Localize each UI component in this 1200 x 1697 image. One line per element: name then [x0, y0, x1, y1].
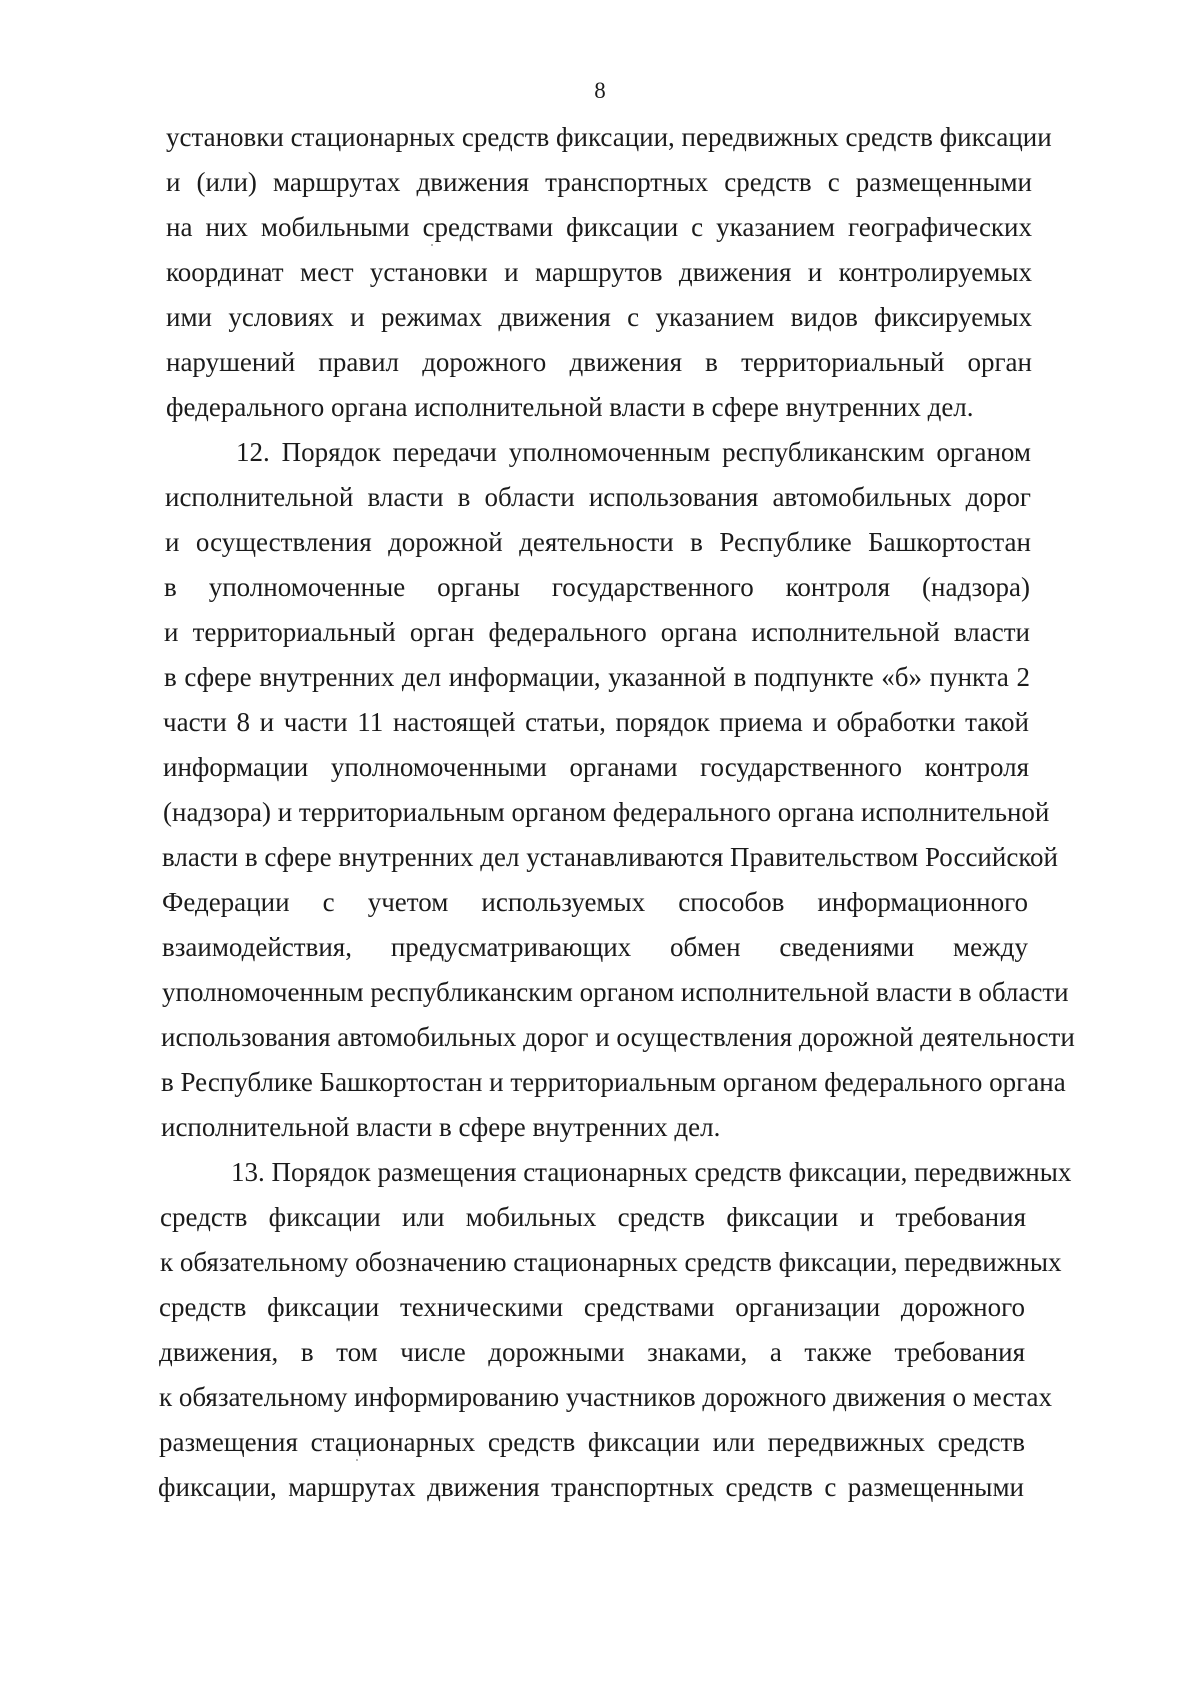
text-line: к обязательному обозначению стационарных средств фиксации, передвижных: [160, 1247, 1062, 1277]
text-line: и территориальный орган федерального органа исполнительной власти: [164, 617, 1030, 647]
text-line: информации уполномоченными органами государственного контроля: [163, 752, 1029, 782]
text-line: в уполномоченные органы государственного контроля (надзора): [164, 572, 1030, 602]
text-line: установки стационарных средств фиксации, передвижных средств фиксации: [166, 122, 1052, 152]
page-number: 8: [594, 78, 606, 103]
text-line: Федерации с учетом используемых способов информационного: [162, 887, 1028, 917]
text-line: координат мест установки и маршрутов движения и контролируемых: [166, 257, 1032, 287]
text-line: ими условиях и режимах движения с указанием видов фиксируемых: [166, 302, 1032, 332]
text-line: размещения стационарных средств фиксации или передвижных средств: [159, 1427, 1025, 1457]
text-line: федерального органа исполнительной власти в сфере внутренних дел.: [166, 392, 974, 422]
text-line: власти в сфере внутренних дел устанавливаются Правительством Российской: [162, 842, 1059, 872]
text-line: и (или) маршрутах движения транспортных средств с размещенными: [166, 167, 1032, 197]
text-line: фиксации, маршрутах движения транспортных средств с размещенными: [158, 1472, 1024, 1502]
text-line: исполнительной власти в области использования автомобильных дорог: [165, 482, 1031, 512]
text-line: к обязательному информированию участников дорожного движения о местах: [159, 1382, 1053, 1412]
scan-mark: [356, 1459, 358, 1461]
text-line: исполнительной власти в сфере внутренних дел.: [161, 1112, 721, 1142]
text-line: движения, в том числе дорожными знаками, а также требования: [159, 1337, 1025, 1367]
paragraph-start: 12. Порядок передачи уполномоченным республиканским органом: [236, 437, 1031, 467]
text-line: нарушений правил дорожного движения в территориальный орган: [166, 347, 1032, 377]
scan-mark: [431, 244, 433, 246]
text-line: использования автомобильных дорог и осуществления дорожной деятельности: [161, 1022, 1075, 1052]
paragraph-start: 13. Порядок размещения стационарных средств фиксации, передвижных: [231, 1157, 1072, 1187]
text-line: средств фиксации или мобильных средств фиксации и требования: [160, 1202, 1026, 1232]
text-line: взаимодействия, предусматривающих обмен сведениями между: [162, 932, 1028, 962]
text-line: уполномоченным республиканским органом исполнительной власти в области: [162, 977, 1069, 1007]
text-line: в сфере внутренних дел информации, указанной в подпункте «б» пункта 2: [164, 662, 1030, 692]
text-line: средств фиксации техническими средствами организации дорожного: [159, 1292, 1025, 1322]
text-line: и осуществления дорожной деятельности в Республике Башкортостан: [165, 527, 1031, 557]
text-line: части 8 и части 11 настоящей статьи, порядок приема и обработки такой: [163, 707, 1029, 737]
text-line: в Республике Башкортостан и территориальным органом федерального органа: [161, 1067, 1066, 1097]
text-line: на них мобильными средствами фиксации с указанием географических: [166, 212, 1032, 242]
text-line: (надзора) и территориальным органом федерального органа исполнительной: [163, 797, 1050, 827]
